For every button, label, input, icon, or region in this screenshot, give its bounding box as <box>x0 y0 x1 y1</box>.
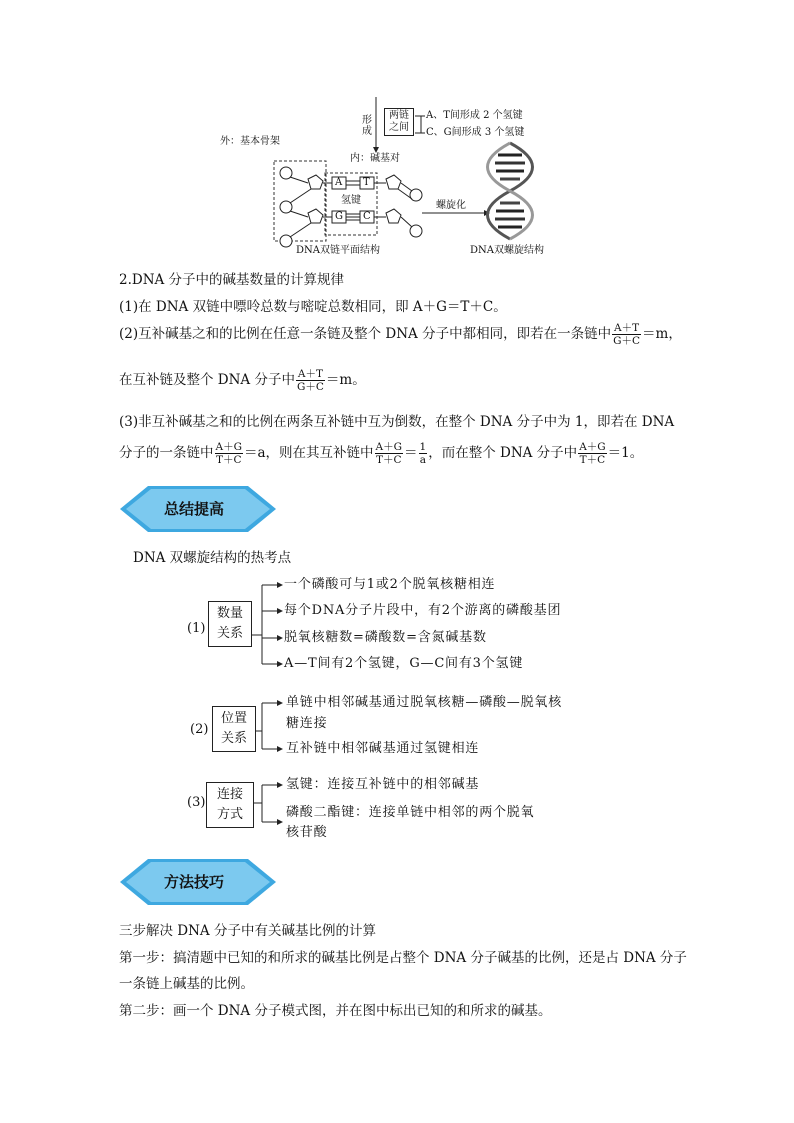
inner-label: 内：碱基对 <box>350 153 400 164</box>
method-title: 三步解决 DNA 分子中有关碱基比例的计算 <box>119 923 376 939</box>
plane-caption: DNA双链平面结构 <box>296 245 380 256</box>
summary-banner-text: 总结提高 <box>164 500 225 518</box>
group1-item3: 脱氧核糖数=磷酸数=含氮碱基数 <box>284 630 487 645</box>
section2-p2-line1 <box>119 322 682 347</box>
section2-p1: (1)在 DNA 双链中嘌呤总数与嘧啶总数相同，即 A＋G＝T＋C。 <box>119 299 507 315</box>
fraction-at-gc-2: $\frac{A+T}{G+C}$ <box>296 368 324 393</box>
section2-p2-line2 <box>119 368 366 393</box>
group1-item2: 每个DNA分子片段中，有2个游离的磷酸基团 <box>284 603 562 618</box>
p3b-e: ＝1。 <box>607 445 644 461</box>
summary-title: DNA 双螺旋结构的热考点 <box>133 550 292 566</box>
section2-p3-line2 <box>119 441 643 466</box>
group1-item1: 一个磷酸可与1或2个脱氧核糖相连 <box>284 577 496 592</box>
method-banner-text: 方法技巧 <box>164 873 225 891</box>
group2-item2: 糖连接 <box>286 716 328 731</box>
hbond-label: 氢键 <box>341 195 361 206</box>
group3-item3: 核苷酸 <box>286 825 328 840</box>
fraction-ag-tc-2: $\frac{A+G}{T+C}$ <box>375 441 403 466</box>
section2-p3-line1: (3)非互补碱基之和的比例在两条互补链中互为倒数，在整个 DNA 分子中为 1，即若在 DNA <box>119 414 675 430</box>
group1-box: 数量关系 <box>208 601 252 647</box>
helix-caption: DNA双螺旋结构 <box>470 245 544 256</box>
group3-number: (3) <box>187 795 206 810</box>
p3b-c: ＝ <box>404 445 418 461</box>
fraction-ag-tc: $\frac{A+G}{T+C}$ <box>215 441 242 466</box>
group1-item4: A—T间有2个氢键，G—C间有3个氢键 <box>284 656 524 671</box>
summary-banner <box>120 486 276 532</box>
group2-box: 位置关系 <box>212 706 256 752</box>
group3-item2: 磷酸二酯键：连接单链中相邻的两个脱氧 <box>286 805 535 820</box>
base-g: G <box>335 211 343 222</box>
group3-item1: 氢键：连接互补链中的相邻碱基 <box>286 777 480 792</box>
method-step1-line2: 一条链上碱基的比例。 <box>119 976 254 992</box>
fraction-at-gc: $\frac{A+T}{G+C}$ <box>613 322 641 347</box>
group3-box: 连接方式 <box>206 782 254 828</box>
p2b-suffix: ＝m。 <box>325 372 366 388</box>
fraction-inverse: $\frac{1}{a}$ <box>419 441 427 466</box>
double-helix-graphic <box>488 143 533 239</box>
method-banner <box>120 859 276 905</box>
dna-structure-diagram <box>210 95 570 260</box>
form-label: 形成 <box>362 115 372 137</box>
p3b-a: 分子的一条链中 <box>119 445 214 461</box>
section2-heading: 2.DNA 分子中的碱基数量的计算规律 <box>119 272 345 288</box>
gc-rule: C、G间形成 3 个氢键 <box>426 127 525 138</box>
group2-number: (2) <box>190 722 209 737</box>
at-rule: A、T间形成 2 个氢键 <box>426 110 523 121</box>
group2-item1: 单链中相邻碱基通过脱氧核糖—磷酸—脱氧核 <box>286 695 563 710</box>
method-step1-line1: 第一步：搞清题中已知的和所求的碱基比例是占整个 DNA 分子碱基的比例，还是占 DNA 分子 <box>119 950 687 966</box>
p2b-prefix: 在互补链及整个 DNA 分子中 <box>119 372 295 388</box>
fraction-ag-tc-3: $\frac{A+G}{T+C}$ <box>579 441 606 466</box>
spiral-label: 螺旋化 <box>436 200 466 211</box>
base-t: T <box>363 177 370 188</box>
group2-item3: 互补链中相邻碱基通过氢键相连 <box>286 741 480 756</box>
p3b-d: ，而在整个 DNA 分子中 <box>428 445 578 461</box>
group1-number: (1) <box>187 621 206 636</box>
p2-suffix: ＝m， <box>642 326 682 342</box>
method-step2: 第二步：画一个 DNA 分子模式图，并在图中标出已知的和所求的碱基。 <box>119 1003 552 1019</box>
base-c: C <box>363 211 371 222</box>
p3b-b: ＝a，则在其互补链中 <box>243 445 374 461</box>
base-a: A <box>335 177 343 188</box>
outer-label: 外：基本骨架 <box>220 136 280 147</box>
p2-prefix: (2)互补碱基之和的比例在任意一条链及整个 DNA 分子中都相同，即若在一条链中 <box>119 326 612 342</box>
two-chain-box: 两链之间 <box>384 108 414 136</box>
